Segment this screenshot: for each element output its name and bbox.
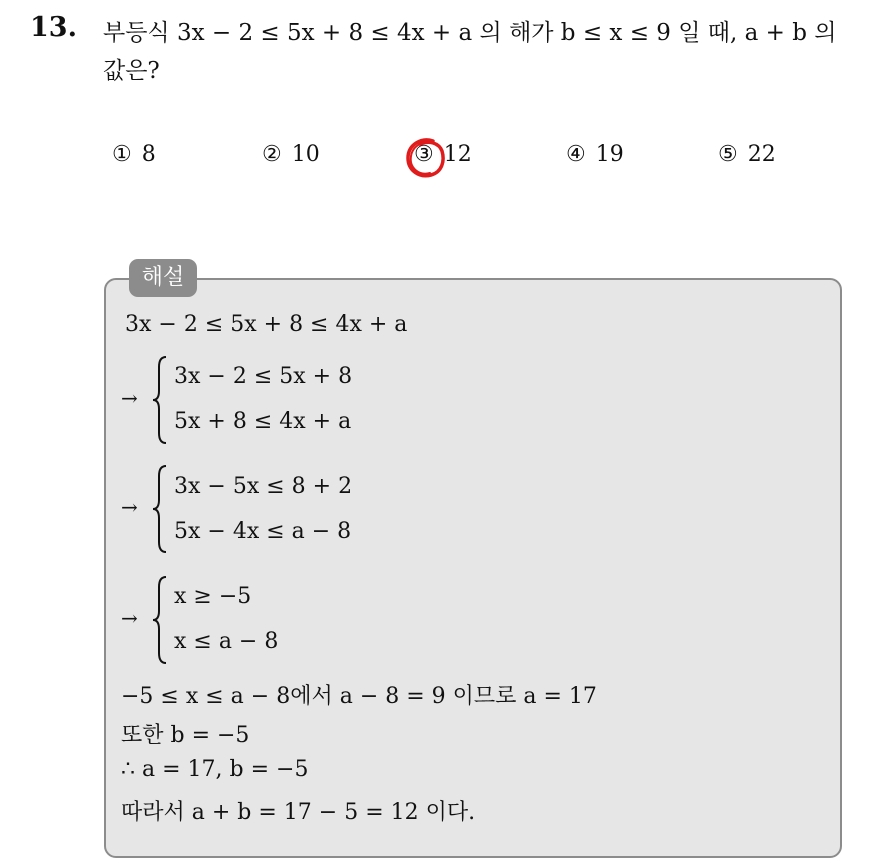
left-brace-icon [151, 355, 169, 445]
choice-4-value: 19 [595, 142, 624, 167]
choice-3-mark: ③ [414, 142, 434, 167]
solution-final-line-4: 따라서 a + b = 17 − 5 = 12 이다. [121, 800, 476, 825]
left-brace-icon [151, 464, 169, 554]
arrow-icon: → [121, 386, 138, 410]
solution-tab-label: 해설 [129, 259, 197, 297]
choice-4-mark: ④ [566, 142, 586, 167]
arrow-icon: → [121, 606, 138, 630]
arrow-icon: → [121, 495, 138, 519]
system-2-line-2: 5x − 4x ≤ a − 8 [174, 519, 352, 544]
choice-3-value: 12 [443, 142, 472, 167]
question-number: 13. [30, 12, 77, 43]
solution-final-line-1: −5 ≤ x ≤ a − 8에서 a − 8 = 9 이므로 a = 17 [121, 684, 597, 709]
system-1-line-1: 3x − 2 ≤ 5x + 8 [174, 364, 353, 389]
left-brace-icon [151, 575, 169, 665]
question-text [103, 14, 873, 90]
system-3-line-1: x ≥ −5 [174, 584, 252, 609]
choice-5-value: 22 [747, 142, 776, 167]
choice-1[interactable] [112, 142, 156, 167]
choice-2[interactable] [262, 142, 320, 167]
choice-1-mark: ① [112, 142, 132, 167]
question-line-1: 부등식 3x − 2 ≤ 5x + 8 ≤ 4x + a 의 해가 b ≤ x ≤ 9 일 때, a + b 의 [103, 20, 837, 46]
system-2-line-1: 3x − 5x ≤ 8 + 2 [174, 474, 353, 499]
choice-2-mark: ② [262, 142, 282, 167]
choice-2-value: 10 [291, 142, 320, 167]
choice-4[interactable] [566, 142, 624, 167]
choice-1-value: 8 [141, 142, 156, 167]
selected-answer-circle-icon [403, 135, 449, 181]
system-1-line-2: 5x + 8 ≤ 4x + a [174, 409, 352, 434]
choice-5[interactable] [718, 142, 776, 167]
system-3-line-2: x ≤ a − 8 [174, 629, 279, 654]
question-line-2: 값은? [103, 58, 160, 84]
solution-line-1: 3x − 2 ≤ 5x + 8 ≤ 4x + a [125, 312, 408, 337]
solution-final-line-2: 또한 b = −5 [121, 723, 250, 748]
choice-5-mark: ⑤ [718, 142, 738, 167]
solution-final-line-3: ∴ a = 17, b = −5 [121, 757, 309, 782]
